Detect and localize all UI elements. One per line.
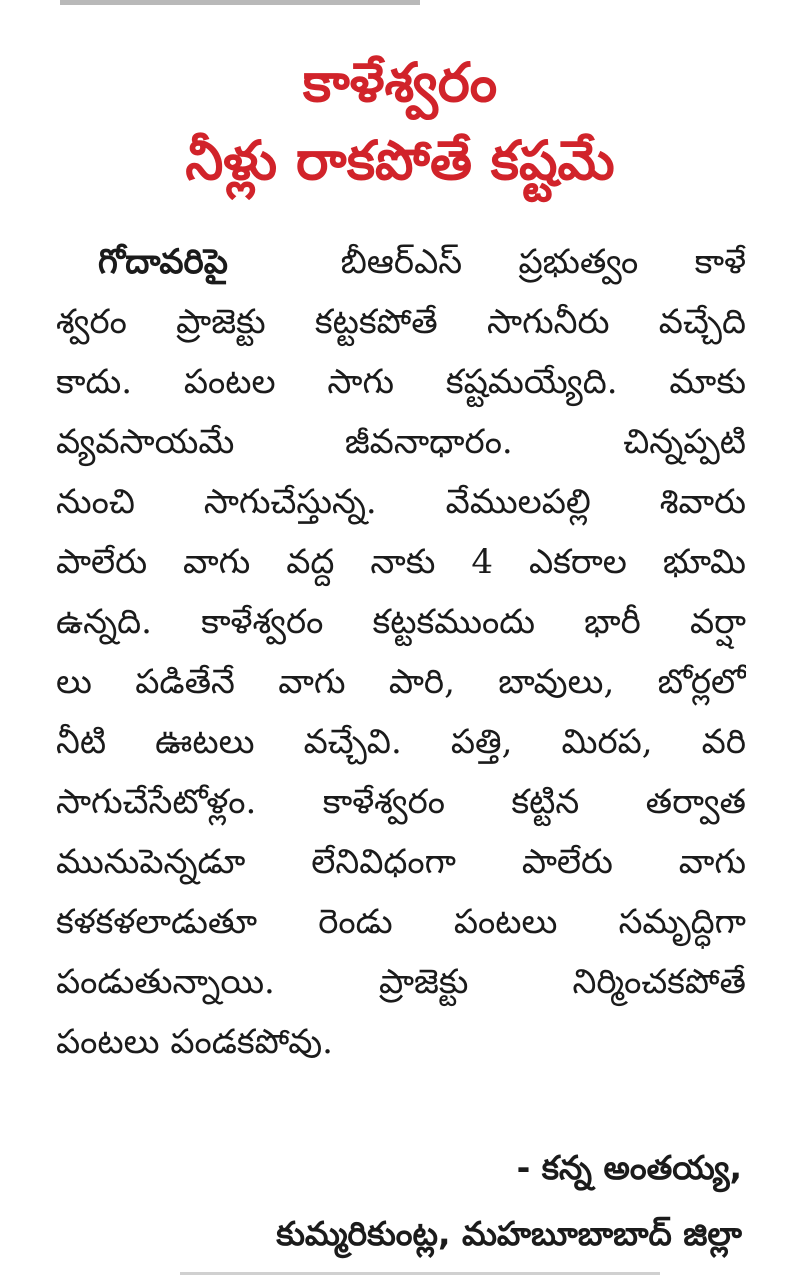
article-line: పాలేరు వాగు వద్ద నాకు 4 ఎకరాల భూమి	[56, 542, 746, 582]
article-line: పండుతున్నాయి. ప్రాజెక్టు నిర్మించకపోతే	[56, 962, 746, 1002]
article-line: కాదు. పంటల సాగు కష్టమయ్యేది. మాకు	[56, 362, 746, 402]
article-body	[56, 232, 746, 1072]
article-line: లు పడితేనే వాగు పారి, బావులు, బోర్లలో	[56, 662, 746, 702]
article-line: నుంచి సాగుచేస్తున్న. వేములపల్లి శివారు	[56, 482, 746, 522]
article-line: నీటి ఊటలు వచ్చేవి. పత్తి, మిరప, వరి	[56, 722, 746, 762]
article-line: వ్యవసాయమే జీవనాధారం. చిన్నప్పటి	[56, 422, 746, 462]
bottom-rule	[180, 1272, 660, 1275]
top-rule	[60, 0, 420, 5]
article-line: ఉన్నది. కాళేశ్వరం కట్టకముందు భారీ వర్షా	[56, 602, 746, 642]
article-line: కళకళలాడుతూ రెండు పంటలు సమృద్ధిగా	[56, 902, 746, 942]
article-lead: గోదావరిపై	[98, 242, 228, 282]
headline	[60, 44, 740, 200]
article-line: శ్వరం ప్రాజెక్టు కట్టకపోతే సాగునీరు వచ్చేది	[56, 302, 746, 342]
byline-place: కుమ్మరికుంట్ల, మహబూబాబాద్ జిల్లా	[276, 1214, 742, 1253]
headline-line-2: నీళ్లు రాకపోతే కష్టమే	[185, 129, 615, 192]
article-line: మునుపెన్నడూ లేనివిధంగా పాలేరు వాగు	[56, 842, 746, 882]
byline	[276, 1135, 742, 1267]
headline-line-1: కాళేశ్వరం	[302, 51, 498, 114]
article-line	[56, 232, 746, 292]
article-line-text: బీఆర్ఎస్ ప్రభుత్వం కాళే	[340, 242, 746, 282]
article-line: సాగుచేసేటోళ్లం. కాళేశ్వరం కట్టిన తర్వాత	[56, 782, 746, 822]
byline-name: - కన్న అంతయ్య,	[516, 1148, 742, 1187]
article-line: పంటలు పండకపోవు.	[56, 1022, 333, 1062]
